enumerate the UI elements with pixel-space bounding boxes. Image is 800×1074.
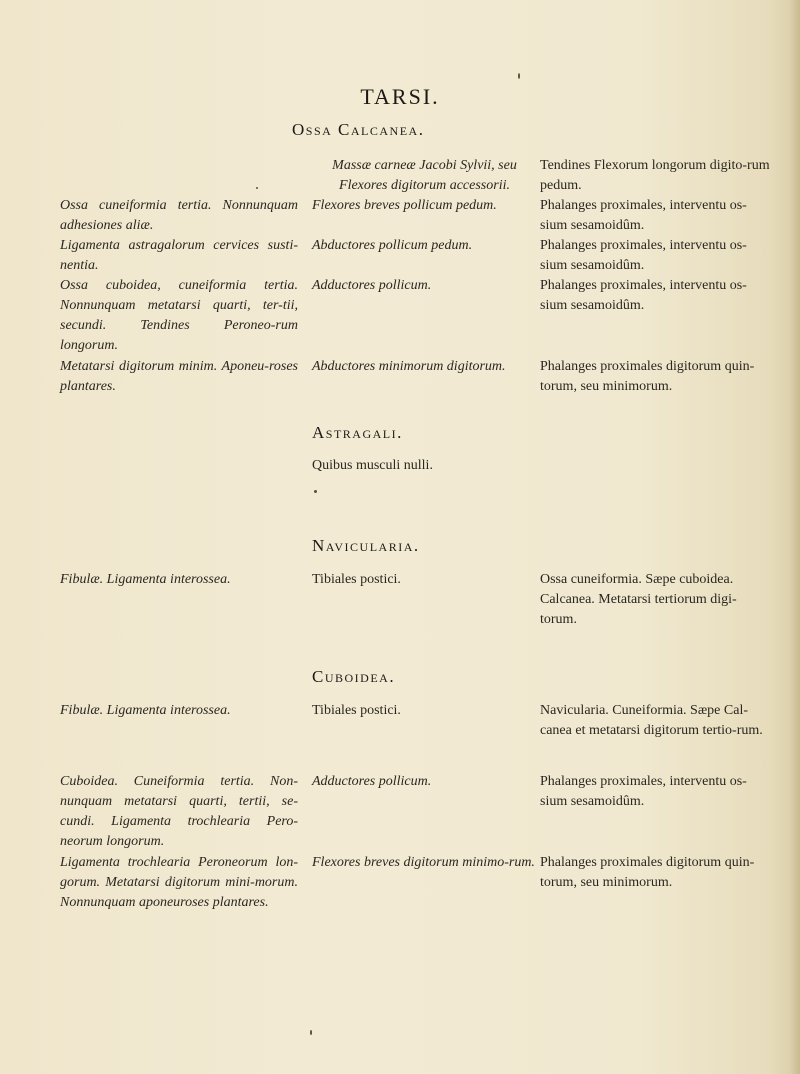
calcanea-row4-col3: Phalanges proximales, interventu os-sium sesamoidûm. — [540, 278, 747, 313]
heading-cuboidea: Cuboidea. — [312, 667, 396, 686]
calcanea-row2-col1: Ossa cuneiformia tertia. Nonnunquam adhesiones aliæ. — [60, 198, 298, 233]
calcanea-row3-col1: Ligamenta astragalorum cervices susti-nentia. — [60, 238, 298, 273]
paper-speck — [518, 73, 520, 79]
page-title: TARSI. — [360, 84, 440, 109]
cuboidea-row3-col2: Flexores breves digitorum minimo-rum. — [312, 855, 535, 870]
cuboidea-row1-col3: Navicularia. Cuneiformia. Sæpe Cal-canea et metatarsi digitorum tertio-rum. — [540, 703, 763, 738]
calcanea-row1-col2: Massæ carneæ Jacobi Sylvii, seu Flexores digitorum accessorii. — [332, 158, 517, 193]
calcanea-row4-col2: Adductores pollicum. — [312, 278, 432, 293]
calcanea-row3-col2: Abductores pollicum pedum. — [312, 238, 473, 253]
calcanea-row2-col2: Flexores breves pollicum pedum. — [312, 198, 497, 213]
paper-speck — [256, 187, 258, 189]
heading-navicularia: Navicularia. — [312, 536, 420, 555]
cuboidea-row2-col3: Phalanges proximales, interventu os-sium sesamoidûm. — [540, 774, 747, 809]
heading-astragali: Astragali. — [312, 423, 403, 442]
cuboidea-row1-col1: Fibulæ. Ligamenta interossea. — [60, 703, 231, 718]
paper-speck — [310, 1030, 312, 1035]
cuboidea-row2-col2: Adductores pollicum. — [312, 774, 432, 789]
astragali-col2: Quibus musculi nulli. — [312, 458, 433, 473]
calcanea-row3-col3: Phalanges proximales, interventu os-sium sesamoidûm. — [540, 238, 747, 273]
heading-calcanea: Ossa Calcanea. — [292, 120, 425, 139]
calcanea-row5-col2: Abductores minimorum digitorum. — [312, 359, 506, 374]
page-edge-shadow — [790, 0, 800, 1074]
navicularia-col2: Tibiales postici. — [312, 572, 401, 587]
cuboidea-row3-col1: Ligamenta trochlearia Peroneorum lon-gorum. Metatarsi digitorum mini-morum. Nonnunquam aponeuroses plantares. — [60, 855, 298, 910]
paper-speck — [314, 490, 317, 493]
navicularia-col1: Fibulæ. Ligamenta interossea. — [60, 572, 231, 587]
calcanea-row5-col3: Phalanges proximales digitorum quin-torum, seu minimorum. — [540, 359, 755, 394]
calcanea-row2-col3: Phalanges proximales, interventu os-sium sesamoidûm. — [540, 198, 747, 233]
cuboidea-row1-col2: Tibiales postici. — [312, 703, 401, 718]
calcanea-row1-col3: Tendines Flexorum longorum digito-rum pedum. — [540, 158, 770, 193]
cuboidea-row2-col1: Cuboidea. Cuneiformia tertia. Non-nunquam metatarsi quarti, tertii, se-cundi. Ligamenta trochlearia Pero-neorum longorum. — [60, 774, 298, 849]
navicularia-col3: Ossa cuneiformia. Sæpe cuboidea. Calcanea. Metatarsi tertiorum digi-torum. — [540, 572, 737, 627]
cuboidea-row3-col3: Phalanges proximales digitorum quin-torum, seu minimorum. — [540, 855, 755, 890]
calcanea-row5-col1: Metatarsi digitorum minim. Aponeu-roses plantares. — [60, 359, 298, 394]
calcanea-row4-col1: Ossa cuboidea, cuneiformia tertia. Nonnunquam metatarsi quarti, ter-tii, secundi. Tendines Peroneo-rum longorum. — [60, 278, 298, 353]
